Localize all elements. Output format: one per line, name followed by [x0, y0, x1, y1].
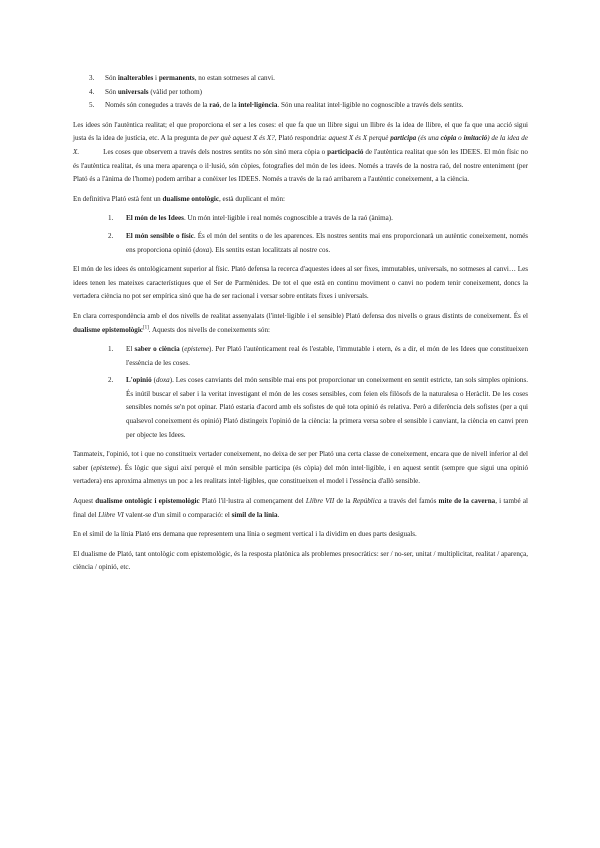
text: . Són una realitat intel·ligible no cognoscible a través dels sentits.	[277, 101, 464, 110]
text: (vàlid per tothom)	[148, 87, 202, 96]
list-item	[73, 374, 528, 442]
text: ). Les coses canviants del món sensible mai ens pot proporcionar un coneixement en sentit estricte, tan sols simples opinions. És inútil buscar el saber i la veritat investigant el món de les coses sensibles, com feien els filòsofs de la naturalesa o Heràclit. De les coses sensibles només se'n pot opinar. Plató estaria d'acord amb els sofistes de què tota opinió és relativa. Però a diferència dels sofistes (per a qui qualsevol coneixement és opinió) Plató distingeix l'opinió de la ciència: la primera versa sobre el sensible i canviant, la ciència en canvi pren per objecte les Idees.	[126, 376, 528, 439]
bold-text: saber o ciència	[134, 345, 180, 354]
list-number: 5.	[89, 101, 95, 110]
italic-text: aquest X és X perquè	[328, 134, 391, 143]
italic-text: per què aquest X és X?,	[209, 134, 277, 143]
italic-text: (és una	[416, 134, 441, 143]
italic-text: o	[456, 134, 464, 143]
text: .	[277, 510, 280, 519]
italic-text: Llibre VII	[305, 497, 335, 506]
list-number: 2.	[108, 231, 114, 240]
text: Són	[105, 87, 118, 96]
text: . És el món del sentits o de les aparences. Els nostres sentits mai ens proporcionarà un autèntic coneixement, només ens proporciona opinió (	[126, 231, 528, 254]
bold-italic-text: participa	[390, 134, 417, 143]
list-item	[73, 86, 528, 100]
knowledge-list	[73, 343, 528, 442]
bold-text: El món sensible o físic	[126, 231, 194, 240]
text: Plató respondria:	[276, 134, 329, 143]
text: Les idees són l'autèntica realitat; el que proporciona el ser a les coses: el que fa que un llibre sigui un llibre és la idea de llibre, el que fa que una acció sigui justa és la idea de justícia, etc. A la pregunta de	[73, 120, 528, 143]
bold-text: raó	[209, 101, 220, 110]
bold-italic-text: còpia	[440, 134, 457, 143]
paragraph-opinion	[73, 448, 528, 489]
italic-text: ) de la idea de X.	[73, 134, 529, 156]
text: . Un món intel·ligible i real només cognoscible a través de la raó (ànima).	[183, 214, 393, 223]
italic-text: episteme	[93, 463, 118, 472]
worlds-list	[73, 212, 528, 257]
list-number: 2.	[108, 376, 114, 385]
paragraph-ontology: El món de les idees és ontològicament superior al físic. Plató defensa la recerca d'aquestes idees al ser fixes, immutables, universals, no sotmeses al canvi… Les idees tenen les mateixes característiques que el Ser de Parmènides. De tot el que està en continu moviment o canvi no podem tenir coneixement, doncs la vertadera ciència no pot ser empírica sinó que ha de ser racional i versar sobre entitats fixes i universals.	[73, 265, 528, 301]
italic-text: Llibre VI	[98, 510, 124, 519]
list-number: 1.	[108, 214, 114, 223]
footnote-link[interactable]: [1]	[142, 325, 149, 331]
paragraph-epistemology	[73, 310, 528, 337]
text: , de la	[219, 101, 239, 110]
text: (	[179, 345, 185, 354]
text: El	[126, 345, 135, 354]
bold-text: intel·ligència	[238, 101, 278, 110]
bold-text: dualisme epistemològic	[73, 325, 143, 334]
text: En clara correspondència amb el dos nivells de realitat assenyalats (l'intel·ligible i el sensible) Plató defensa dos nivells o graus distints de coneixement. És el	[73, 311, 528, 320]
paragraph-line-simile: En el símil de la línia Plató ens demana que representem una línia o segment vertical i la dividim en dues parts desiguals.	[73, 530, 417, 539]
bold-text: universals	[117, 87, 149, 96]
bold-text: dualisme ontològic i epistemològic	[95, 497, 200, 506]
text: (	[151, 376, 156, 385]
text: Tanmateix, l'opinió, tot i que no constitueix vertader coneixement, no deixa de ser per Plató una certa classe de coneixement, encara que de nivell inferior al del saber (	[73, 450, 528, 472]
text: , no estan sotmeses al canvi.	[194, 74, 275, 82]
bold-text: El món de les Idees	[126, 214, 184, 223]
text: a través del famós	[381, 497, 439, 506]
bold-text: inalterables	[117, 74, 154, 82]
text: En definitiva Plató està fent un	[73, 194, 163, 203]
text: , està duplicant el món:	[219, 194, 285, 203]
list-item	[73, 230, 528, 257]
italic-text: doxa	[195, 245, 210, 254]
bold-text: símil de la línia	[231, 510, 278, 519]
text: Plató l'il·lustra al començament del	[199, 497, 306, 506]
list-item	[73, 212, 528, 226]
italic-text: República	[352, 497, 382, 506]
bold-italic-text: imitació	[463, 134, 488, 143]
document-page	[73, 72, 528, 581]
list-number: 3.	[89, 74, 95, 82]
text: ). Per Plató l'autènticament real és l'estable, l'immutable i etern, és a dir, el món de les Idees que constitueixen l'essència de les coses.	[126, 345, 529, 367]
text: ). Els sentits estan localitzats al nostre cos.	[209, 245, 331, 254]
text: de la	[334, 497, 353, 506]
list-item	[73, 343, 528, 370]
italic-text: doxa	[155, 376, 170, 385]
text: Aquest	[73, 497, 96, 506]
text: Només són conegudes a través de la	[105, 101, 210, 110]
paragraph-ideas	[73, 119, 528, 187]
text: Són	[105, 74, 118, 82]
list-number: 4.	[89, 87, 95, 96]
text: Les coses que observem a través dels nostres sentits no són sinó mera còpia o	[103, 147, 328, 156]
bold-text: L'opinió	[126, 376, 152, 385]
properties-list	[73, 72, 528, 113]
bold-text: participació	[327, 147, 364, 156]
paragraph-cave	[73, 495, 528, 522]
bold-text: mite de la caverna	[438, 497, 496, 506]
bold-text: permanents	[158, 74, 195, 82]
paragraph-dualism	[73, 193, 528, 207]
text: valent-se d'un símil o comparació: el	[123, 510, 232, 519]
bold-text: dualisme ontològic	[162, 194, 219, 203]
italic-text: episteme	[184, 345, 210, 354]
list-item	[73, 72, 528, 86]
text: , i també al final del	[73, 497, 528, 519]
list-item	[73, 99, 528, 113]
text: de l'autèntica realitat que són les IDEES. El món físic no és l'autèntica realitat, és una mera aparença o il·lusió, són còpies, fotografies del món de les idees. Només a través de la nostra raó, del nostre enteniment (per Plató és a l'ànima de l'home) podem arribar a conèixer les IDEES. Només a través de la raó arribarem a l'autèntic coneixement, a la ciència.	[73, 147, 528, 184]
text: ). És lògic que sigui així perquè el món sensible participa (és còpia) del món intel·ligible, i en aquest sentit (sempre que sigui una opinió vertadera) ens aproxima almenys un poc a les realitats intel·ligibles, que constitueixen el model i l'essència d'allò sensible.	[73, 463, 528, 486]
text: . Aquests dos nivells de coneixements són:	[148, 325, 270, 334]
paragraph-conclusion: El dualisme de Plató, tant ontològic com epistemològic, és la resposta platònica als problemes presocràtics: ser / no-ser, unitat / multiplicitat, realitat / aparença, ciència / opinió, etc.	[73, 549, 528, 572]
list-number: 1.	[108, 345, 114, 354]
text: i	[153, 74, 159, 82]
